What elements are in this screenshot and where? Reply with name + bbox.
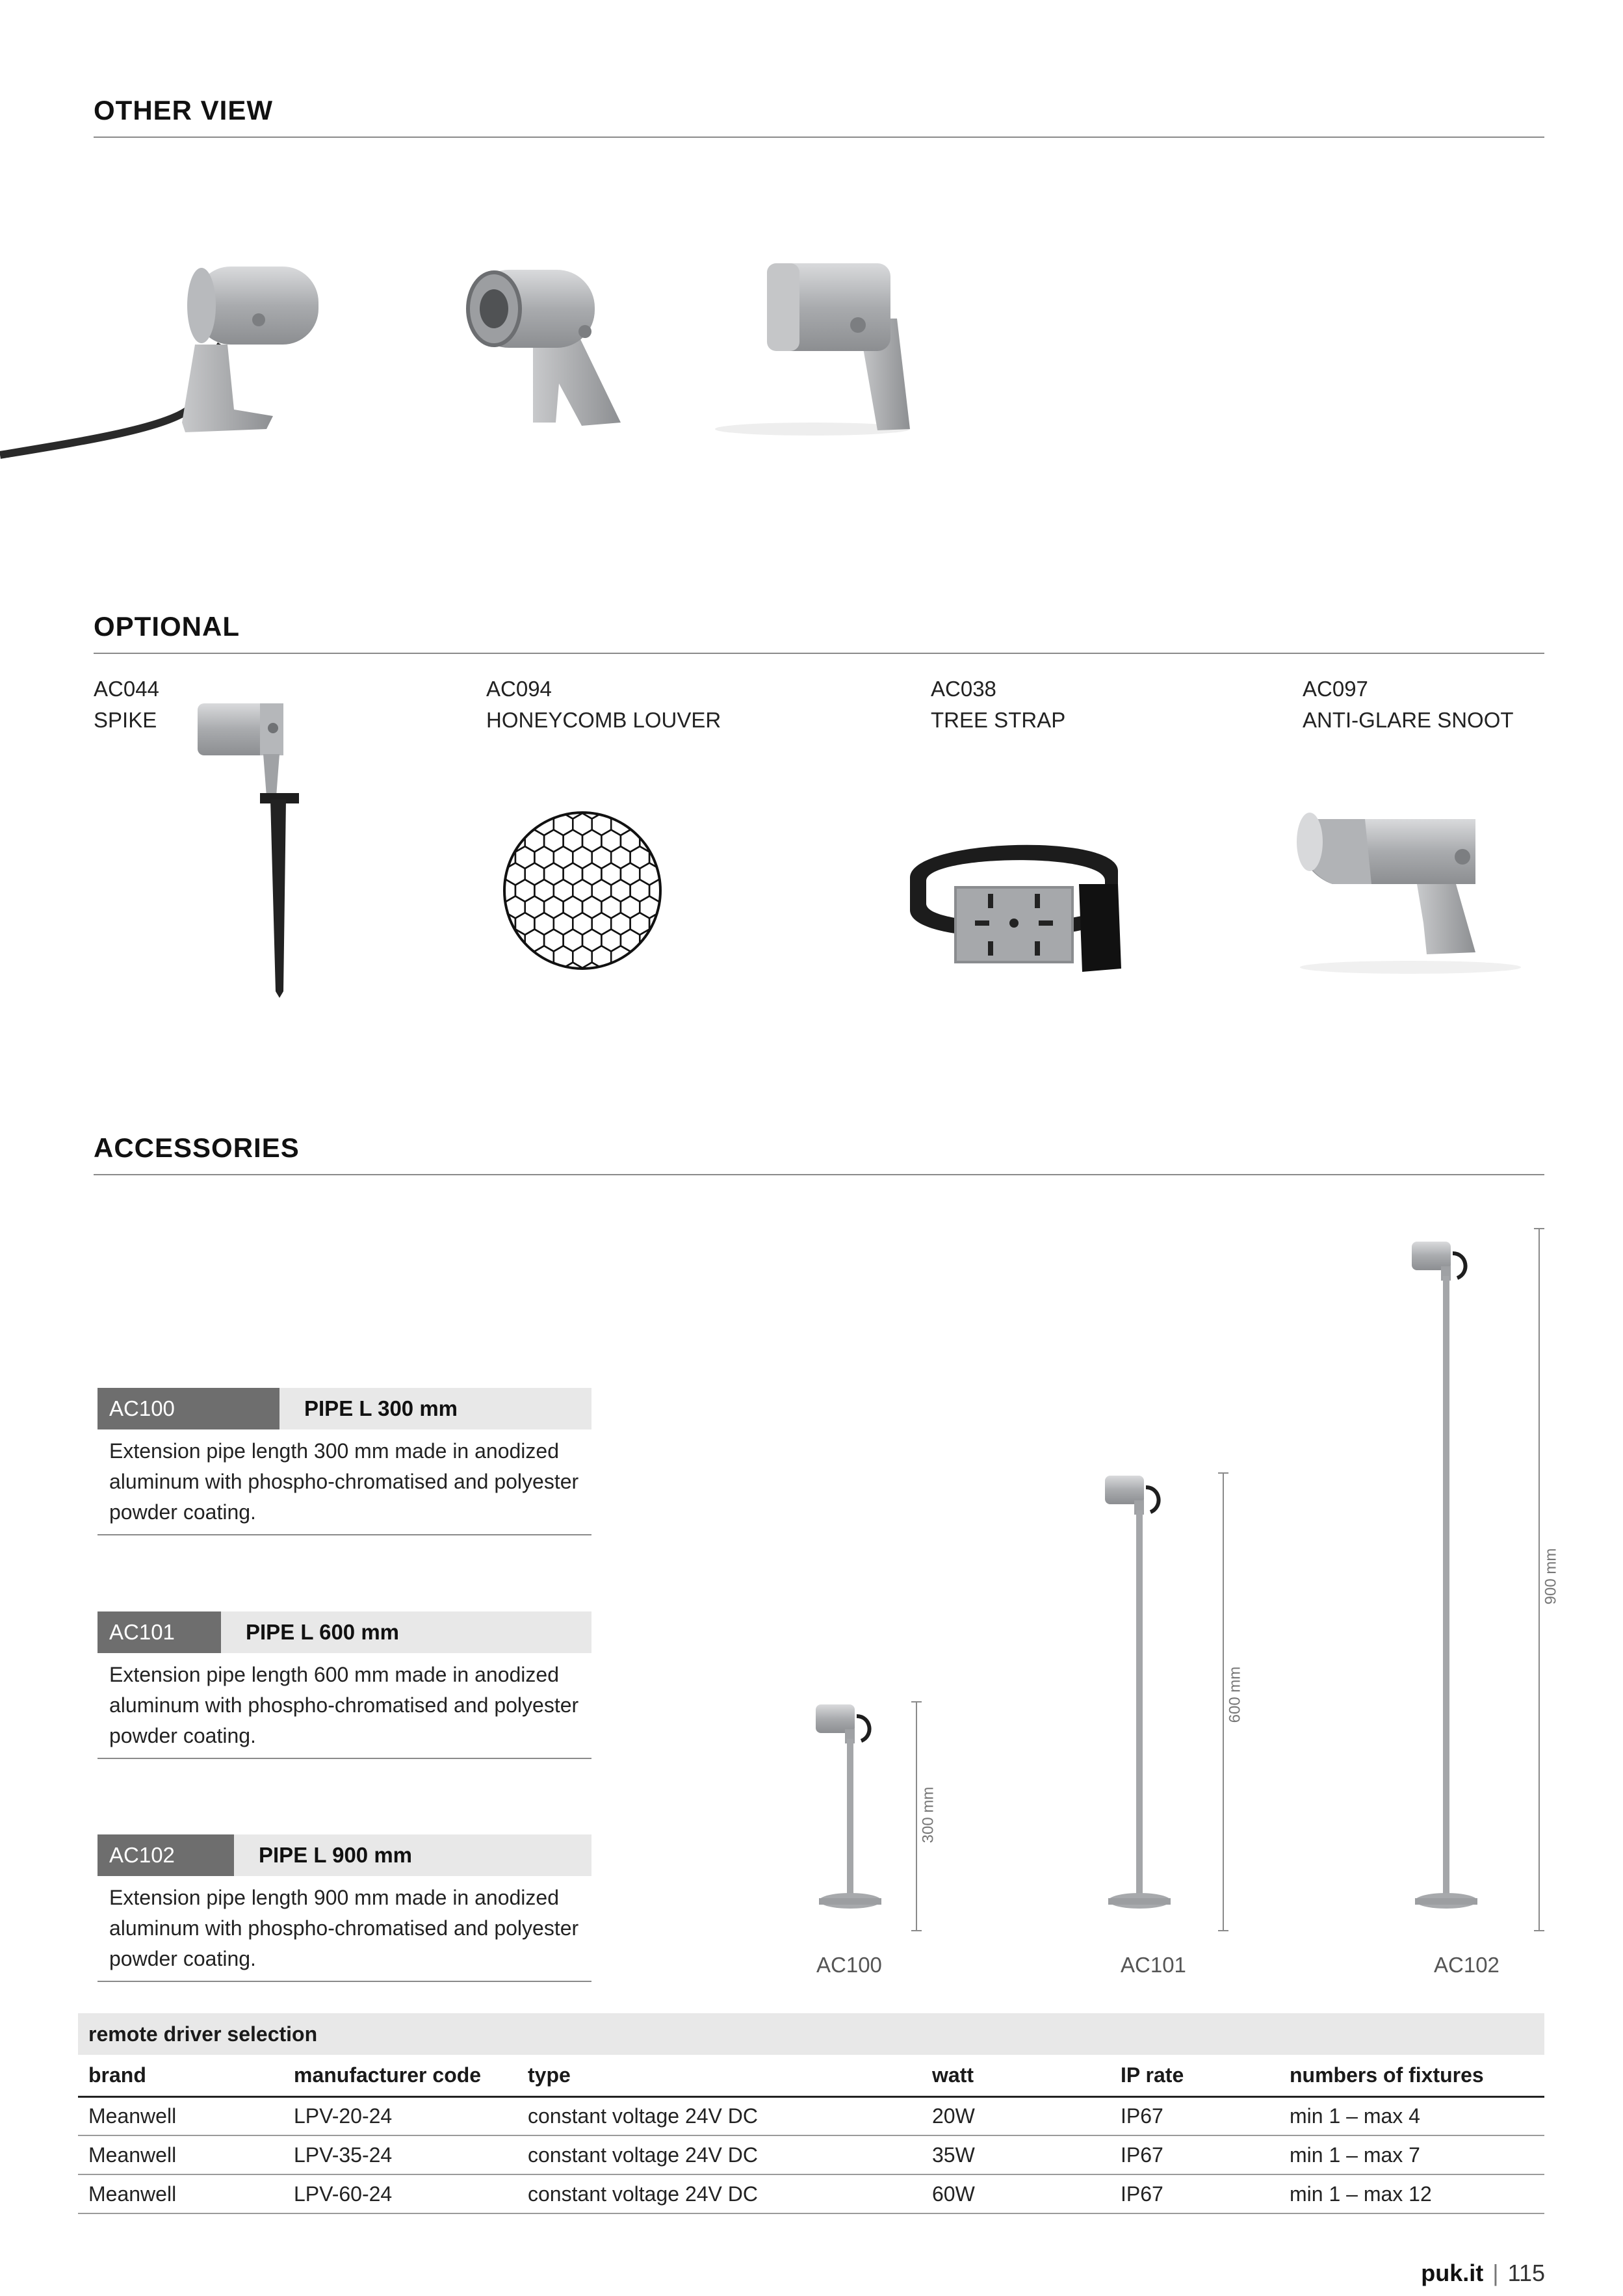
accessory-code: AC102 — [97, 1834, 234, 1876]
column-header: watt — [922, 2055, 1110, 2096]
honeycomb-cell — [506, 807, 525, 819]
column-header: manufacturer code — [283, 2055, 517, 2096]
divider — [94, 1174, 1544, 1175]
table-header-row — [78, 2055, 1544, 2096]
table-cell: min 1 – max 12 — [1279, 2174, 1544, 2213]
table-cell: min 1 – max 7 — [1279, 2135, 1544, 2174]
honeycomb-cell — [525, 807, 544, 819]
table-cell: Meanwell — [78, 2096, 283, 2135]
optional-code: AC097 — [1303, 677, 1368, 701]
accessory-description: Extension pipe length 600 mm made in anodized aluminum with phospho-chromatised and polyester powder coating. — [97, 1653, 591, 1759]
honeycomb-cell — [659, 830, 666, 852]
table-cell: 35W — [922, 2135, 1110, 2174]
pipe-caption-ac101: AC101 — [1121, 1953, 1186, 1977]
table-cell: Meanwell — [78, 2135, 283, 2174]
honeycomb-cell — [649, 946, 666, 968]
accessory-name: PIPE L 900 mm — [259, 1843, 413, 1867]
honeycomb-cell — [499, 813, 515, 835]
honeycomb-cell — [534, 946, 553, 968]
honeycomb-cell — [659, 963, 666, 974]
column-header: brand — [78, 2055, 283, 2096]
column-header: numbers of fixtures — [1279, 2055, 1544, 2096]
honeycomb-cell — [611, 946, 630, 968]
optional-item-anti-glare-snoot — [1303, 673, 1514, 736]
optional-code: AC094 — [486, 677, 552, 701]
dimension-label-600: 600 mm — [1226, 1666, 1244, 1723]
page-footer — [1421, 2260, 1545, 2287]
honeycomb-cell — [525, 963, 544, 974]
table-cell: IP67 — [1110, 2135, 1279, 2174]
accessory-ac101 — [97, 1611, 591, 1759]
optional-code: AC044 — [94, 677, 159, 701]
divider — [94, 653, 1544, 654]
dimension-label-300: 300 mm — [919, 1786, 937, 1844]
table-cell: Meanwell — [78, 2174, 283, 2213]
section-title-optional: OPTIONAL — [94, 611, 240, 642]
honeycomb-louver-image — [499, 807, 666, 974]
column-header: IP rate — [1110, 2055, 1279, 2096]
spotlight-view-front — [468, 270, 621, 426]
site-link[interactable]: puk.it — [1421, 2260, 1484, 2286]
pipe-ac101-illustration — [1105, 1473, 1228, 1931]
page-number: 115 — [1507, 2260, 1545, 2286]
table-cell: LPV-35-24 — [283, 2135, 517, 2174]
honeycomb-cell — [640, 807, 659, 819]
optional-item-honeycomb-louver — [486, 673, 721, 736]
accessory-description: Extension pipe length 900 mm made in anodized aluminum with phospho-chromatised and polyester powder coating. — [97, 1876, 591, 1982]
table-cell: constant voltage 24V DC — [517, 2135, 922, 2174]
honeycomb-cell — [506, 963, 525, 974]
table-cell: IP67 — [1110, 2096, 1279, 2135]
honeycomb-cell — [499, 963, 506, 974]
spotlight-view-rear — [0, 267, 318, 455]
accessory-name: PIPE L 600 mm — [246, 1620, 400, 1644]
section-title-accessories: ACCESSORIES — [94, 1132, 300, 1163]
other-view-images — [0, 247, 942, 475]
table-row — [78, 2096, 1544, 2135]
accessory-description: Extension pipe length 300 mm made in anodized aluminum with phospho-chromatised and polyester powder coating. — [97, 1429, 591, 1535]
remote-driver-table — [78, 2013, 1544, 2214]
optional-name: TREE STRAP — [931, 708, 1066, 732]
column-header: type — [517, 2055, 922, 2096]
honeycomb-cell — [621, 963, 640, 974]
spike-image — [188, 696, 318, 1008]
separator: | — [1492, 2260, 1499, 2286]
table-cell: LPV-20-24 — [283, 2096, 517, 2135]
pipe-caption-ac100: AC100 — [816, 1953, 882, 1977]
honeycomb-cell — [621, 807, 640, 819]
honeycomb-cell — [640, 963, 659, 974]
honeycomb-cell — [659, 930, 666, 952]
table-cell: LPV-60-24 — [283, 2174, 517, 2213]
table-cell: constant voltage 24V DC — [517, 2174, 922, 2213]
section-title-other-view: OTHER VIEW — [94, 95, 274, 125]
honeycomb-cell — [499, 946, 515, 968]
optional-name: SPIKE — [94, 708, 157, 732]
pipe-caption-ac102: AC102 — [1434, 1953, 1500, 1977]
table-row — [78, 2174, 1544, 2213]
pipe-ac102-illustration — [1412, 1229, 1544, 1931]
honeycomb-cell — [499, 807, 506, 819]
pipe-illustrations — [780, 1216, 1547, 1944]
honeycomb-cell — [499, 930, 506, 952]
accessory-name: PIPE L 300 mm — [304, 1396, 458, 1420]
honeycomb-cell — [499, 830, 506, 852]
tree-strap-image — [897, 826, 1137, 982]
pipe-ac100-illustration — [816, 1702, 922, 1931]
accessory-ac100 — [97, 1388, 591, 1535]
anti-glare-snoot-image — [1202, 806, 1527, 975]
accessory-code: AC100 — [97, 1388, 279, 1429]
table-row — [78, 2135, 1544, 2174]
optional-name: ANTI-GLARE SNOOT — [1303, 708, 1514, 732]
honeycomb-cell — [659, 807, 666, 819]
accessory-code: AC101 — [97, 1611, 221, 1653]
divider — [94, 137, 1544, 138]
optional-item-tree-strap — [931, 673, 1065, 736]
table-cell: min 1 – max 4 — [1279, 2096, 1544, 2135]
spotlight-view-side — [715, 263, 910, 436]
table-title: remote driver selection — [78, 2013, 1544, 2055]
table-cell: constant voltage 24V DC — [517, 2096, 922, 2135]
table-cell: 60W — [922, 2174, 1110, 2213]
optional-item-spike — [94, 673, 159, 736]
table-caption-row — [78, 2013, 1544, 2055]
table-cell: IP67 — [1110, 2174, 1279, 2213]
optional-name: HONEYCOMB LOUVER — [486, 708, 721, 732]
table-cell: 20W — [922, 2096, 1110, 2135]
dimension-label-900: 900 mm — [1542, 1548, 1560, 1605]
honeycomb-cell — [649, 813, 666, 835]
optional-code: AC038 — [931, 677, 996, 701]
accessory-ac102 — [97, 1834, 591, 1982]
